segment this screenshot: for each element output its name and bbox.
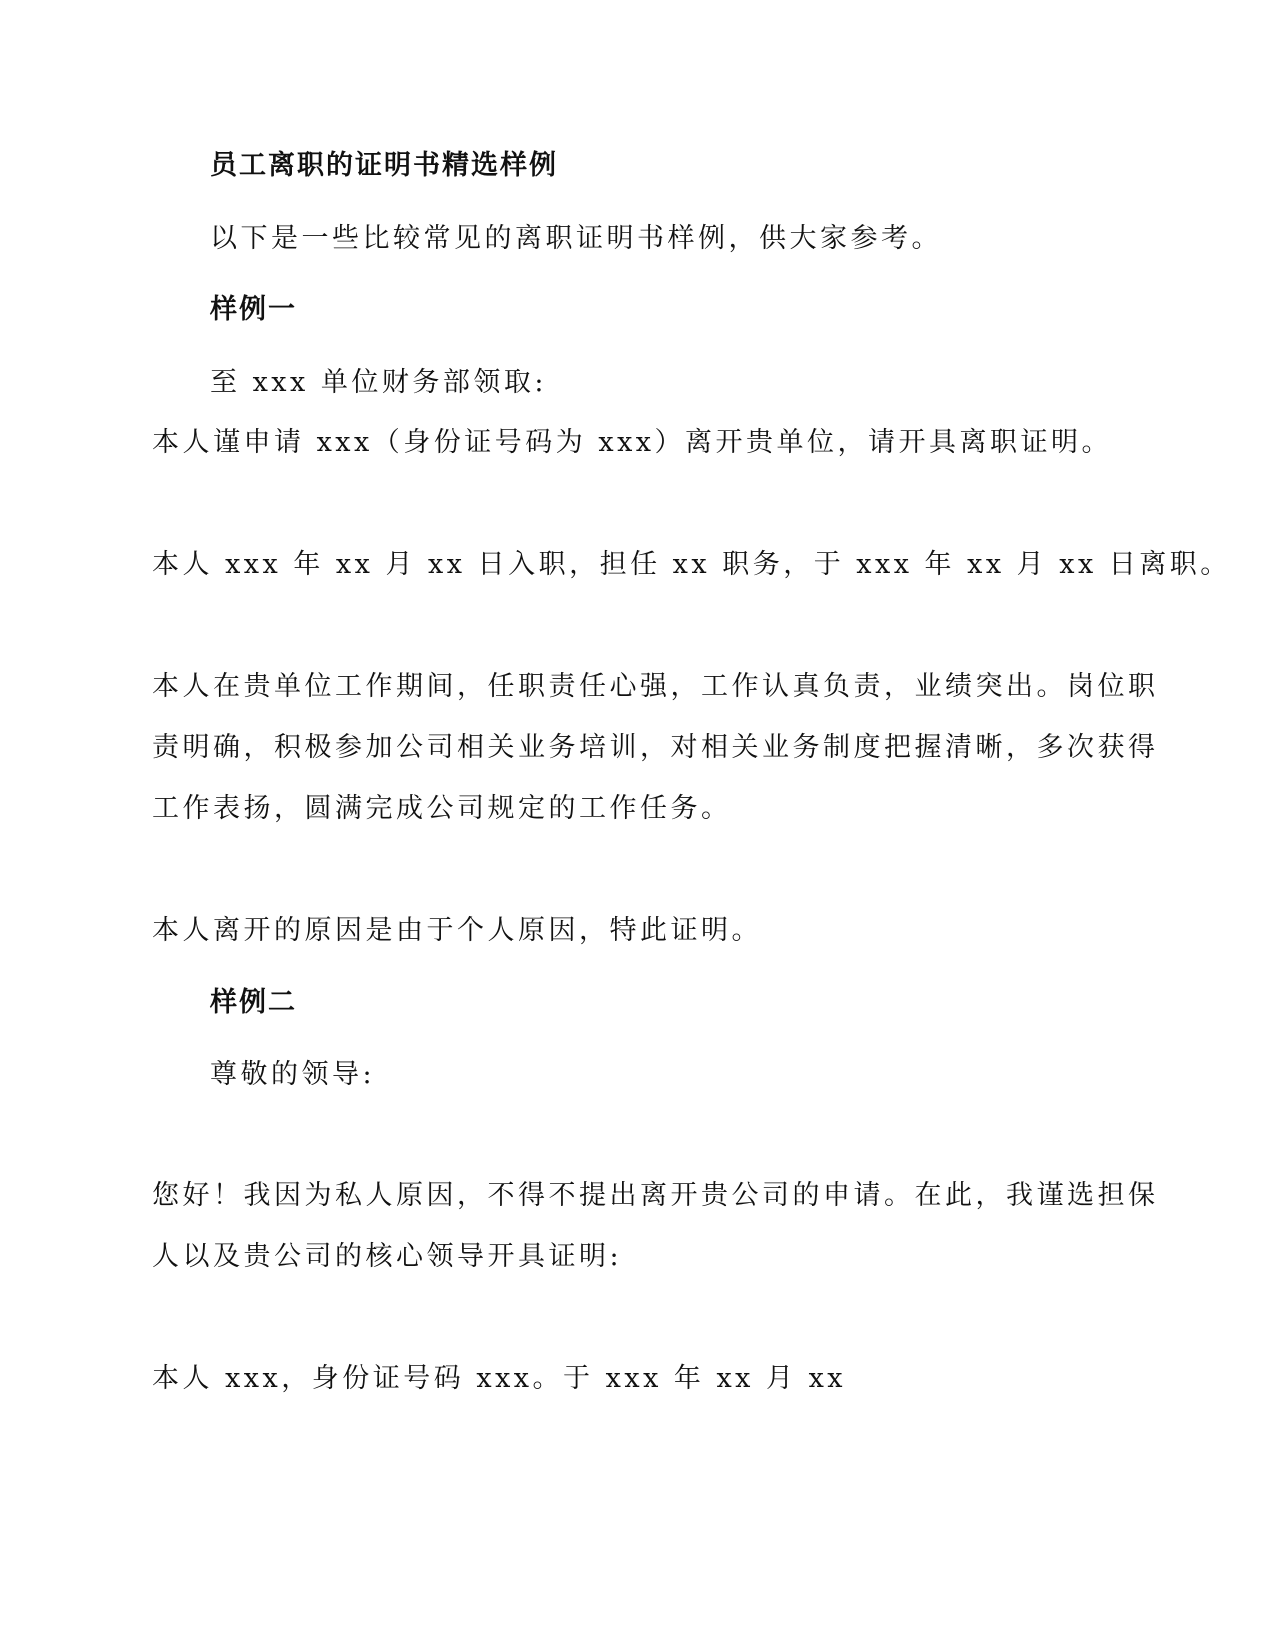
intro-paragraph: 以下是一些比较常见的离职证明书样例，供大家参考。 [210, 223, 942, 254]
sample1-paragraph-2: 本人 xxx 年 xx 月 xx 日入职，担任 xx 职务，于 xxx 年 xx 月 xx 日离职。 [152, 549, 1231, 580]
sample1-paragraph-4: 本人离开的原因是由于个人原因，特此证明。 [152, 915, 762, 946]
sample1-paragraph-3-line-3: 工作表扬，圆满完成公司规定的工作任务。 [152, 793, 732, 824]
sample2-paragraph-2: 本人 xxx，身份证号码 xxx。于 xxx 年 xx 月 xx [152, 1363, 847, 1394]
sample1-paragraph-1: 本人谨申请 xxx（身份证号码为 xxx）离开贵单位，请开具离职证明。 [152, 427, 1113, 458]
sample2-heading: 样例二 [210, 987, 297, 1018]
sample1-paragraph-3-line-2: 责明确，积极参加公司相关业务培训，对相关业务制度把握清晰，多次获得 [152, 732, 1159, 763]
sample1-heading: 样例一 [210, 294, 297, 325]
sample1-salutation: 至 xxx 单位财务部领取: [210, 367, 547, 398]
sample2-paragraph-1-line-1: 您好！我因为私人原因，不得不提出离开贵公司的申请。在此，我谨选担保 [152, 1180, 1159, 1211]
sample2-salutation: 尊敬的领导: [210, 1059, 376, 1090]
sample2-paragraph-1-line-2: 人以及贵公司的核心领导开具证明: [152, 1241, 623, 1272]
document-title: 员工离职的证明书精选样例 [210, 150, 558, 181]
sample1-paragraph-3-line-1: 本人在贵单位工作期间，任职责任心强，工作认真负责，业绩突出。岗位职 [152, 671, 1159, 702]
